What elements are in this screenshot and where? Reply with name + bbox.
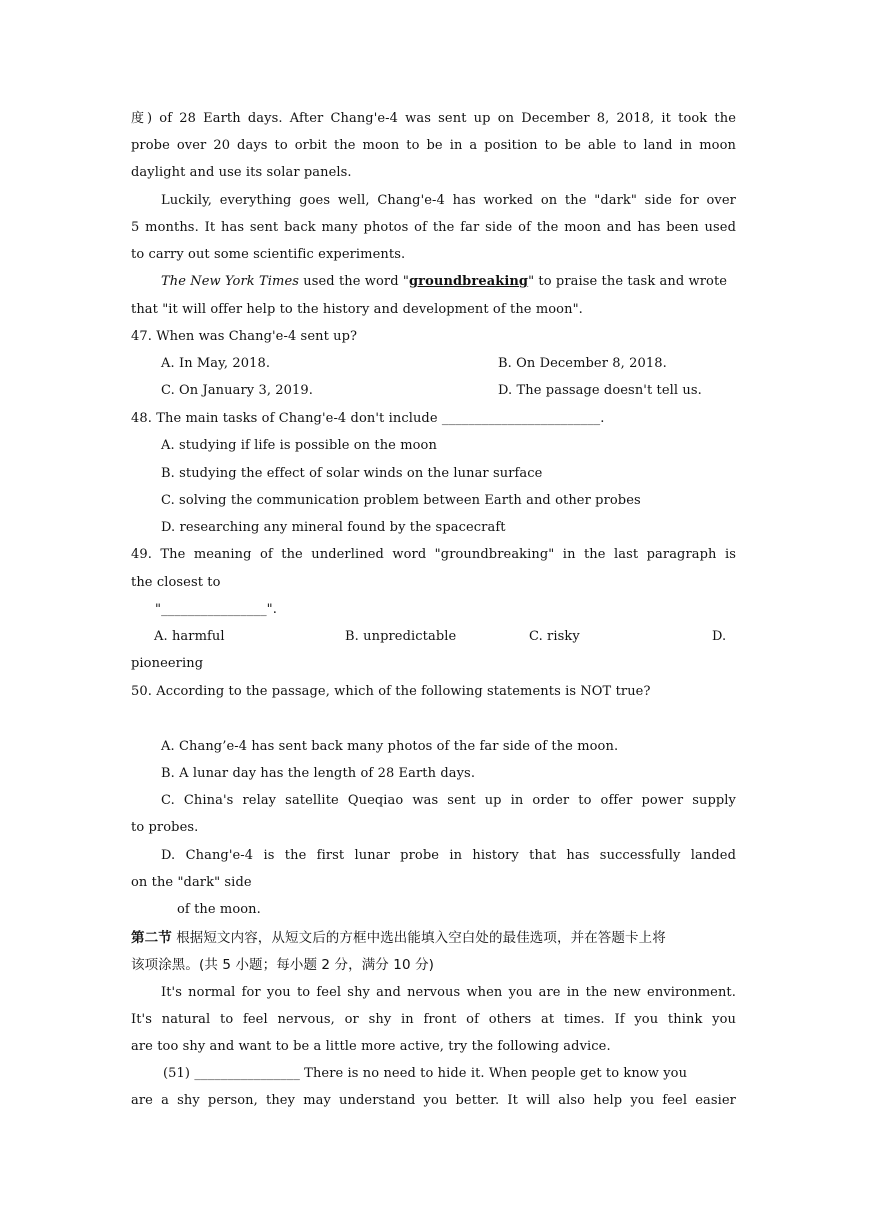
option-50-d-cont: of the moon. — [177, 902, 261, 917]
answer-blank: "________________". — [155, 602, 277, 617]
passage-line: daylight and use its solar panels. — [131, 165, 352, 180]
option-47-d[interactable]: D. The passage doesn't tell us. — [498, 383, 702, 398]
passage-line: Luckily, everything goes well, Chang'e-4 has worked on the "dark" side for over — [161, 193, 736, 208]
section-heading: 第二节 — [131, 930, 172, 946]
question-48-stem: 48. The main tasks of Chang'e-4 don't include ________________________. — [131, 411, 605, 426]
blank-number: (51) — [163, 1066, 191, 1081]
passage-text: " to praise the task and wrote — [528, 274, 728, 289]
answer-blank: ________________ — [194, 1066, 300, 1081]
option-49-b[interactable]: B. unpredictable — [345, 629, 457, 644]
option-50-d[interactable]: D. Chang'e-4 is the first lunar probe in history that has successfully landed — [161, 848, 736, 863]
passage-line-quote — [161, 273, 736, 291]
passage-text: used the word " — [299, 274, 409, 289]
passage-text: There is no need to hide it. When people get to know you — [299, 1066, 688, 1081]
option-49-d[interactable]: D. — [712, 629, 727, 644]
option-50-a[interactable]: A. Chang’e-4 has sent back many photos of the far side of the moon. — [161, 739, 619, 754]
underlined-word: groundbreaking — [408, 274, 529, 289]
option-47-c[interactable]: C. On January 3, 2019. — [161, 383, 314, 398]
passage-line: that "it will offer help to the history and development of the moon". — [131, 302, 583, 317]
option-49-d-text: pioneering — [131, 656, 204, 671]
instructions-text: 根据短文内容，从短文后的方框中选出能填入空白处的最佳选项，并在答题卡上将 — [171, 930, 666, 946]
option-48-b[interactable]: B. studying the effect of solar winds on the lunar surface — [161, 466, 543, 481]
option-47-b[interactable]: B. On December 8, 2018. — [498, 356, 667, 371]
option-50-b[interactable]: B. A lunar day has the length of 28 Earth days. — [161, 766, 476, 781]
question-47-stem: 47. When was Chang'e-4 sent up? — [131, 329, 358, 344]
option-47-a[interactable]: A. In May, 2018. — [161, 356, 271, 371]
question-50-stem: 50. According to the passage, which of the following statements is NOT true? — [131, 684, 651, 699]
option-49-c[interactable]: C. risky — [529, 629, 580, 644]
option-48-d[interactable]: D. researching any mineral found by the spacecraft — [161, 520, 506, 535]
newspaper-title: The New York Times — [161, 274, 300, 289]
option-48-c[interactable]: C. solving the communication problem between Earth and other probes — [161, 493, 641, 508]
question-49-stem-cont: the closest to — [131, 575, 221, 590]
passage-line: It's natural to feel nervous, or shy in front of others at times. If you think you — [131, 1012, 736, 1027]
section-instructions-cont: 该项涂黑。(共 5 小题；每小题 2 分，满分 10 分) — [131, 957, 435, 973]
passage-line: are too shy and want to be a little more active, try the following advice. — [131, 1039, 611, 1054]
passage-line-blank — [163, 1065, 687, 1083]
passage-line: It's normal for you to feel shy and nervous when you are in the new environment. — [161, 985, 736, 1000]
passage-line: 5 months. It has sent back many photos of the far side of the moon and has been used — [131, 220, 736, 235]
option-50-c-cont: to probes. — [131, 820, 199, 835]
option-49-a[interactable]: A. harmful — [154, 629, 225, 644]
option-48-a[interactable]: A. studying if life is possible on the moon — [161, 438, 437, 453]
section-instructions — [131, 929, 736, 947]
question-49-stem: 49. The meaning of the underlined word "groundbreaking" in the last paragraph is — [131, 547, 736, 562]
option-50-d-cont: on the "dark" side — [131, 875, 252, 890]
passage-line: 度) of 28 Earth days. After Chang'e-4 was sent up on December 8, 2018, it took the — [131, 111, 736, 126]
passage-line: to carry out some scientific experiments. — [131, 247, 406, 262]
passage-line: probe over 20 days to orbit the moon to be in a position to be able to land in moon — [131, 138, 736, 153]
option-50-c[interactable]: C. China's relay satellite Queqiao was sent up in order to offer power supply — [161, 793, 736, 808]
passage-line: are a shy person, they may understand you better. It will also help you feel easier — [131, 1093, 736, 1108]
